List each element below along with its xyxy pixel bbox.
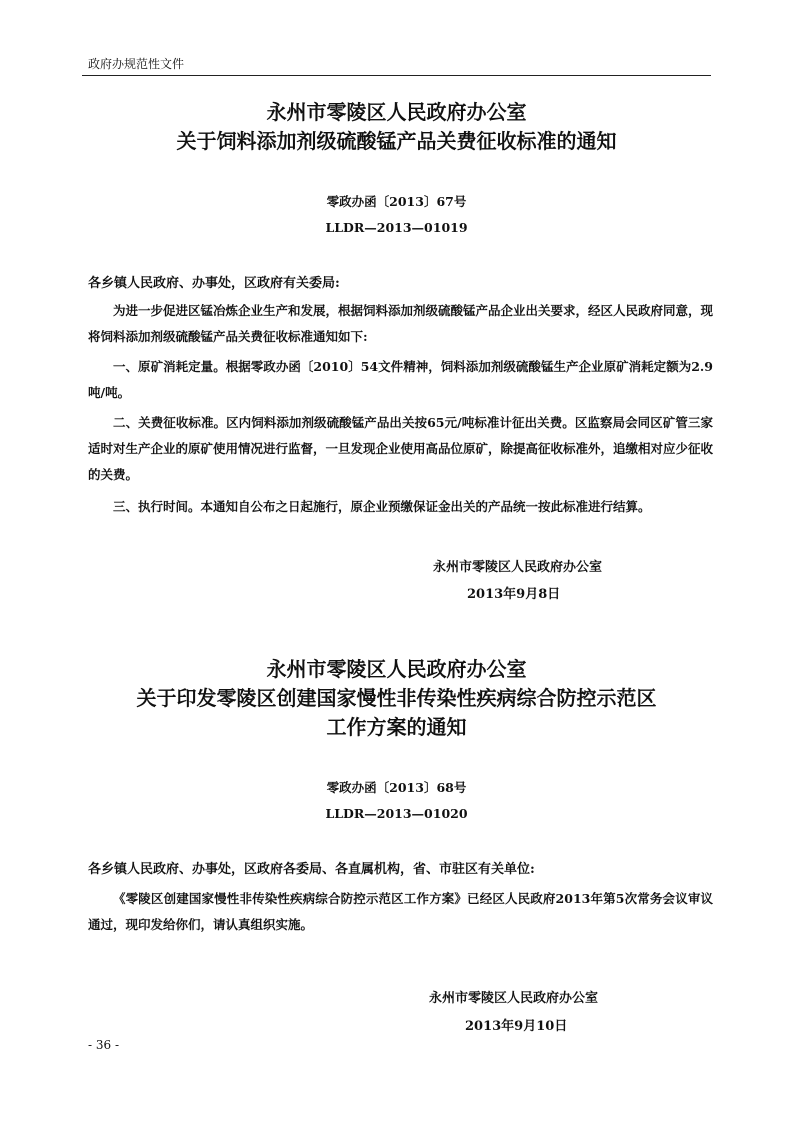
doc1-item2-lead: 二、关费征收标准。 xyxy=(113,415,227,430)
doc1-title-line1: 永州市零陵区人民政府办公室 xyxy=(266,100,527,124)
doc2-registration: LLDR—2013—01020 xyxy=(325,806,468,821)
doc1-date: 2013年9月8日 xyxy=(467,587,561,602)
doc1-item3 xyxy=(88,494,713,520)
doc1-intro: 为进一步促进区锰冶炼企业生产和发展，根据饲料添加剂级硫酸锰产品企业出关要求，经区人民政府同意，现将饲料添加剂级硫酸锰产品关费征收标准通知如下: xyxy=(88,303,714,344)
doc1-title-line2: 关于饲料添加剂级硫酸锰产品关费征收标准的通知 xyxy=(176,129,617,153)
doc1-item3-lead: 三、执行时间。 xyxy=(113,499,201,514)
doc1-doc-number: 零政办函〔2013〕67号 xyxy=(326,194,467,209)
doc2-title-line2: 关于印发零陵区创建国家慢性非传染性疾病综合防控示范区 xyxy=(136,686,657,710)
doc1-salutation: 各乡镇人民政府、办事处，区政府有关委局: xyxy=(88,276,340,291)
doc1-item3-text: 本通知自公布之日起施行，原企业预缴保证金出关的产品统一按此标准进行结算。 xyxy=(200,499,651,514)
doc1-item1-text: 根据零政办函〔2010〕54文件精神，饲料添加剂级硫酸锰生产企业原矿消耗定额为2.9吨/吨。 xyxy=(88,359,713,400)
header-rule xyxy=(82,75,711,76)
doc1-registration: LLDR—2013—01019 xyxy=(325,220,468,235)
doc2-body: 《零陵区创建国家慢性非传染性疾病综合防控示范区工作方案》已经区人民政府2013年第5次常务会议审议通过，现印发给你们，请认真组织实施。 xyxy=(88,891,713,932)
doc2-doc-number: 零政办函〔2013〕68号 xyxy=(326,780,467,795)
doc2-title-line1: 永州市零陵区人民政府办公室 xyxy=(266,657,527,681)
doc1-item1 xyxy=(88,354,713,406)
doc1-item2-text: 区内饲料添加剂级硫酸锰产品出关按65元/吨标准计征出关费。区监察局会同区矿管三家适时对生产企业的原矿使用情况进行监督，一旦发现企业使用高品位原矿，除提高征收标准外，追缴相对应少征收的关费。 xyxy=(88,415,714,482)
doc2-title-line3: 工作方案的通知 xyxy=(326,715,467,739)
doc2-signature: 永州市零陵区人民政府办公室 xyxy=(429,991,599,1006)
header-label: 政府办规范性文件 xyxy=(88,57,185,71)
doc1-signature: 永州市零陵区人民政府办公室 xyxy=(433,560,603,575)
page-number: - 36 - xyxy=(88,1038,120,1052)
doc1-item2 xyxy=(88,410,713,488)
doc1-item1-lead: 一、原矿消耗定量。 xyxy=(113,359,226,374)
doc2-salutation: 各乡镇人民政府、办事处，区政府各委局、各直属机构，省、市驻区有关单位: xyxy=(88,862,535,877)
doc2-date: 2013年9月10日 xyxy=(465,1019,568,1034)
